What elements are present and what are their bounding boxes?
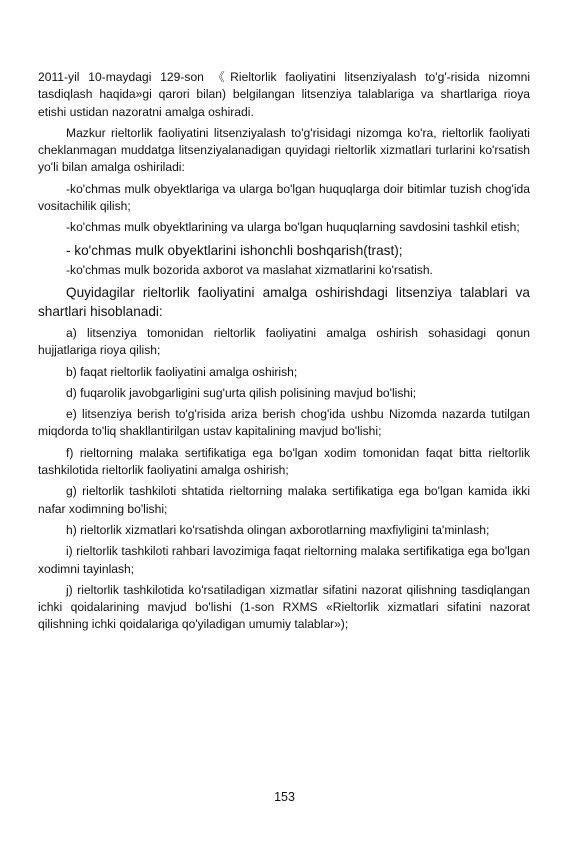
paragraph-nizom: Mazkur rieltorlik faoliyatini litsenziyalash to'g'risidagi nizomga ko'ra, rieltorlik faoliyati cheklanmagan muddatga litsenziyalanadigan quyidagi rieltorlik xizmatlari turlarini ko'rsatish yo'li bilan amalga oshiriladi:	[38, 125, 530, 175]
list-item-d: d) fuqarolik javobgarligini sug'urta qilish polisining mavjud bo'lishi;	[66, 385, 417, 400]
paragraph-talablar: Quyidagilar rieltorlik faoliyatini amalga oshirishdagi litsenziya talablari va shartlari hisoblanadi:	[38, 284, 530, 319]
page-number: 153	[274, 790, 295, 804]
list-item-h: h) rieltorlik xizmatlari ko'rsatishda olingan axborotlarning maxfiyligini ta'minlash;	[66, 522, 490, 537]
list-item-vositachilik: -ko'chmas mulk obyektlariga va ularga bo'lgan huquqlarga doir bitimlar tuzish chog'ida vositachilik qilish;	[38, 181, 530, 214]
list-item-trast: - ko'chmas mulk obyektlarini ishonchli boshqarish(trast);	[66, 242, 403, 258]
paragraph-intro: 2011-yil 10-maydagi 129-son 《Rieltorlik faoliyatini litsenziyalash to'g'-risida nizomni tasdiqlash haqida»gi qarori bilan) belgilangan litsenziya talablariga va shartlariga rioya etishi ustidan nazoratni amalga oshiradi.	[38, 70, 530, 119]
list-item-axborot: -ko'chmas mulk bozorida axborot va maslahat xizmatlarini ko'rsatish.	[66, 262, 433, 277]
list-item-a: a) litsenziya tomonidan rieltorlik faoliyatini amalga oshirish sohasidagi qonun hujjatlariga rioya qilish;	[38, 325, 530, 358]
list-item-j: j) rieltorlik tashkilotida ko'rsatiladigan xizmatlar sifatini nazorat qilishning tasdiqlangan ichki qoidalarining mavjud bo'lishi (1-son RXMS «Rieltorlik xizmatlari sifatini nazorat qilishning ichki qoidalariga qo'yiladigan umumiy talablar»);	[38, 582, 530, 632]
list-item-i: i) rieltorlik tashkiloti rahbari lavozimiga faqat rieltorning malaka sertifikatiga ega bo'lgan xodimni tayinlash;	[38, 544, 530, 576]
list-item-b: b) faqat rieltorlik faoliyatini amalga oshirish;	[66, 364, 298, 379]
list-item-savdo: -ko'chmas mulk obyektlarining va ularga bo'lgan huquqlarning savdosini tashkil etish;	[66, 220, 520, 235]
page-body	[38, 69, 530, 638]
list-item-f: f) rieltorning malaka sertifikatiga ega bo'lgan xodim tomonidan faqat bitta rieltorlik tashkilotida rieltorlik faoliyatini amalga oshirish;	[38, 445, 530, 478]
list-item-e: e) litsenziya berish to'g'risida ariza berish chog'ida ushbu Nizomda nazarda tutilgan miqdorda to'liq shakllantirilgan ustav kapitalining mavjud bo'lishi;	[38, 407, 530, 439]
list-item-g: g) rieltorlik tashkiloti shtatida rieltorning malaka sertifikatiga ega bo'lgan kamida ikki nafar xodimning bo'lishi;	[38, 484, 530, 516]
